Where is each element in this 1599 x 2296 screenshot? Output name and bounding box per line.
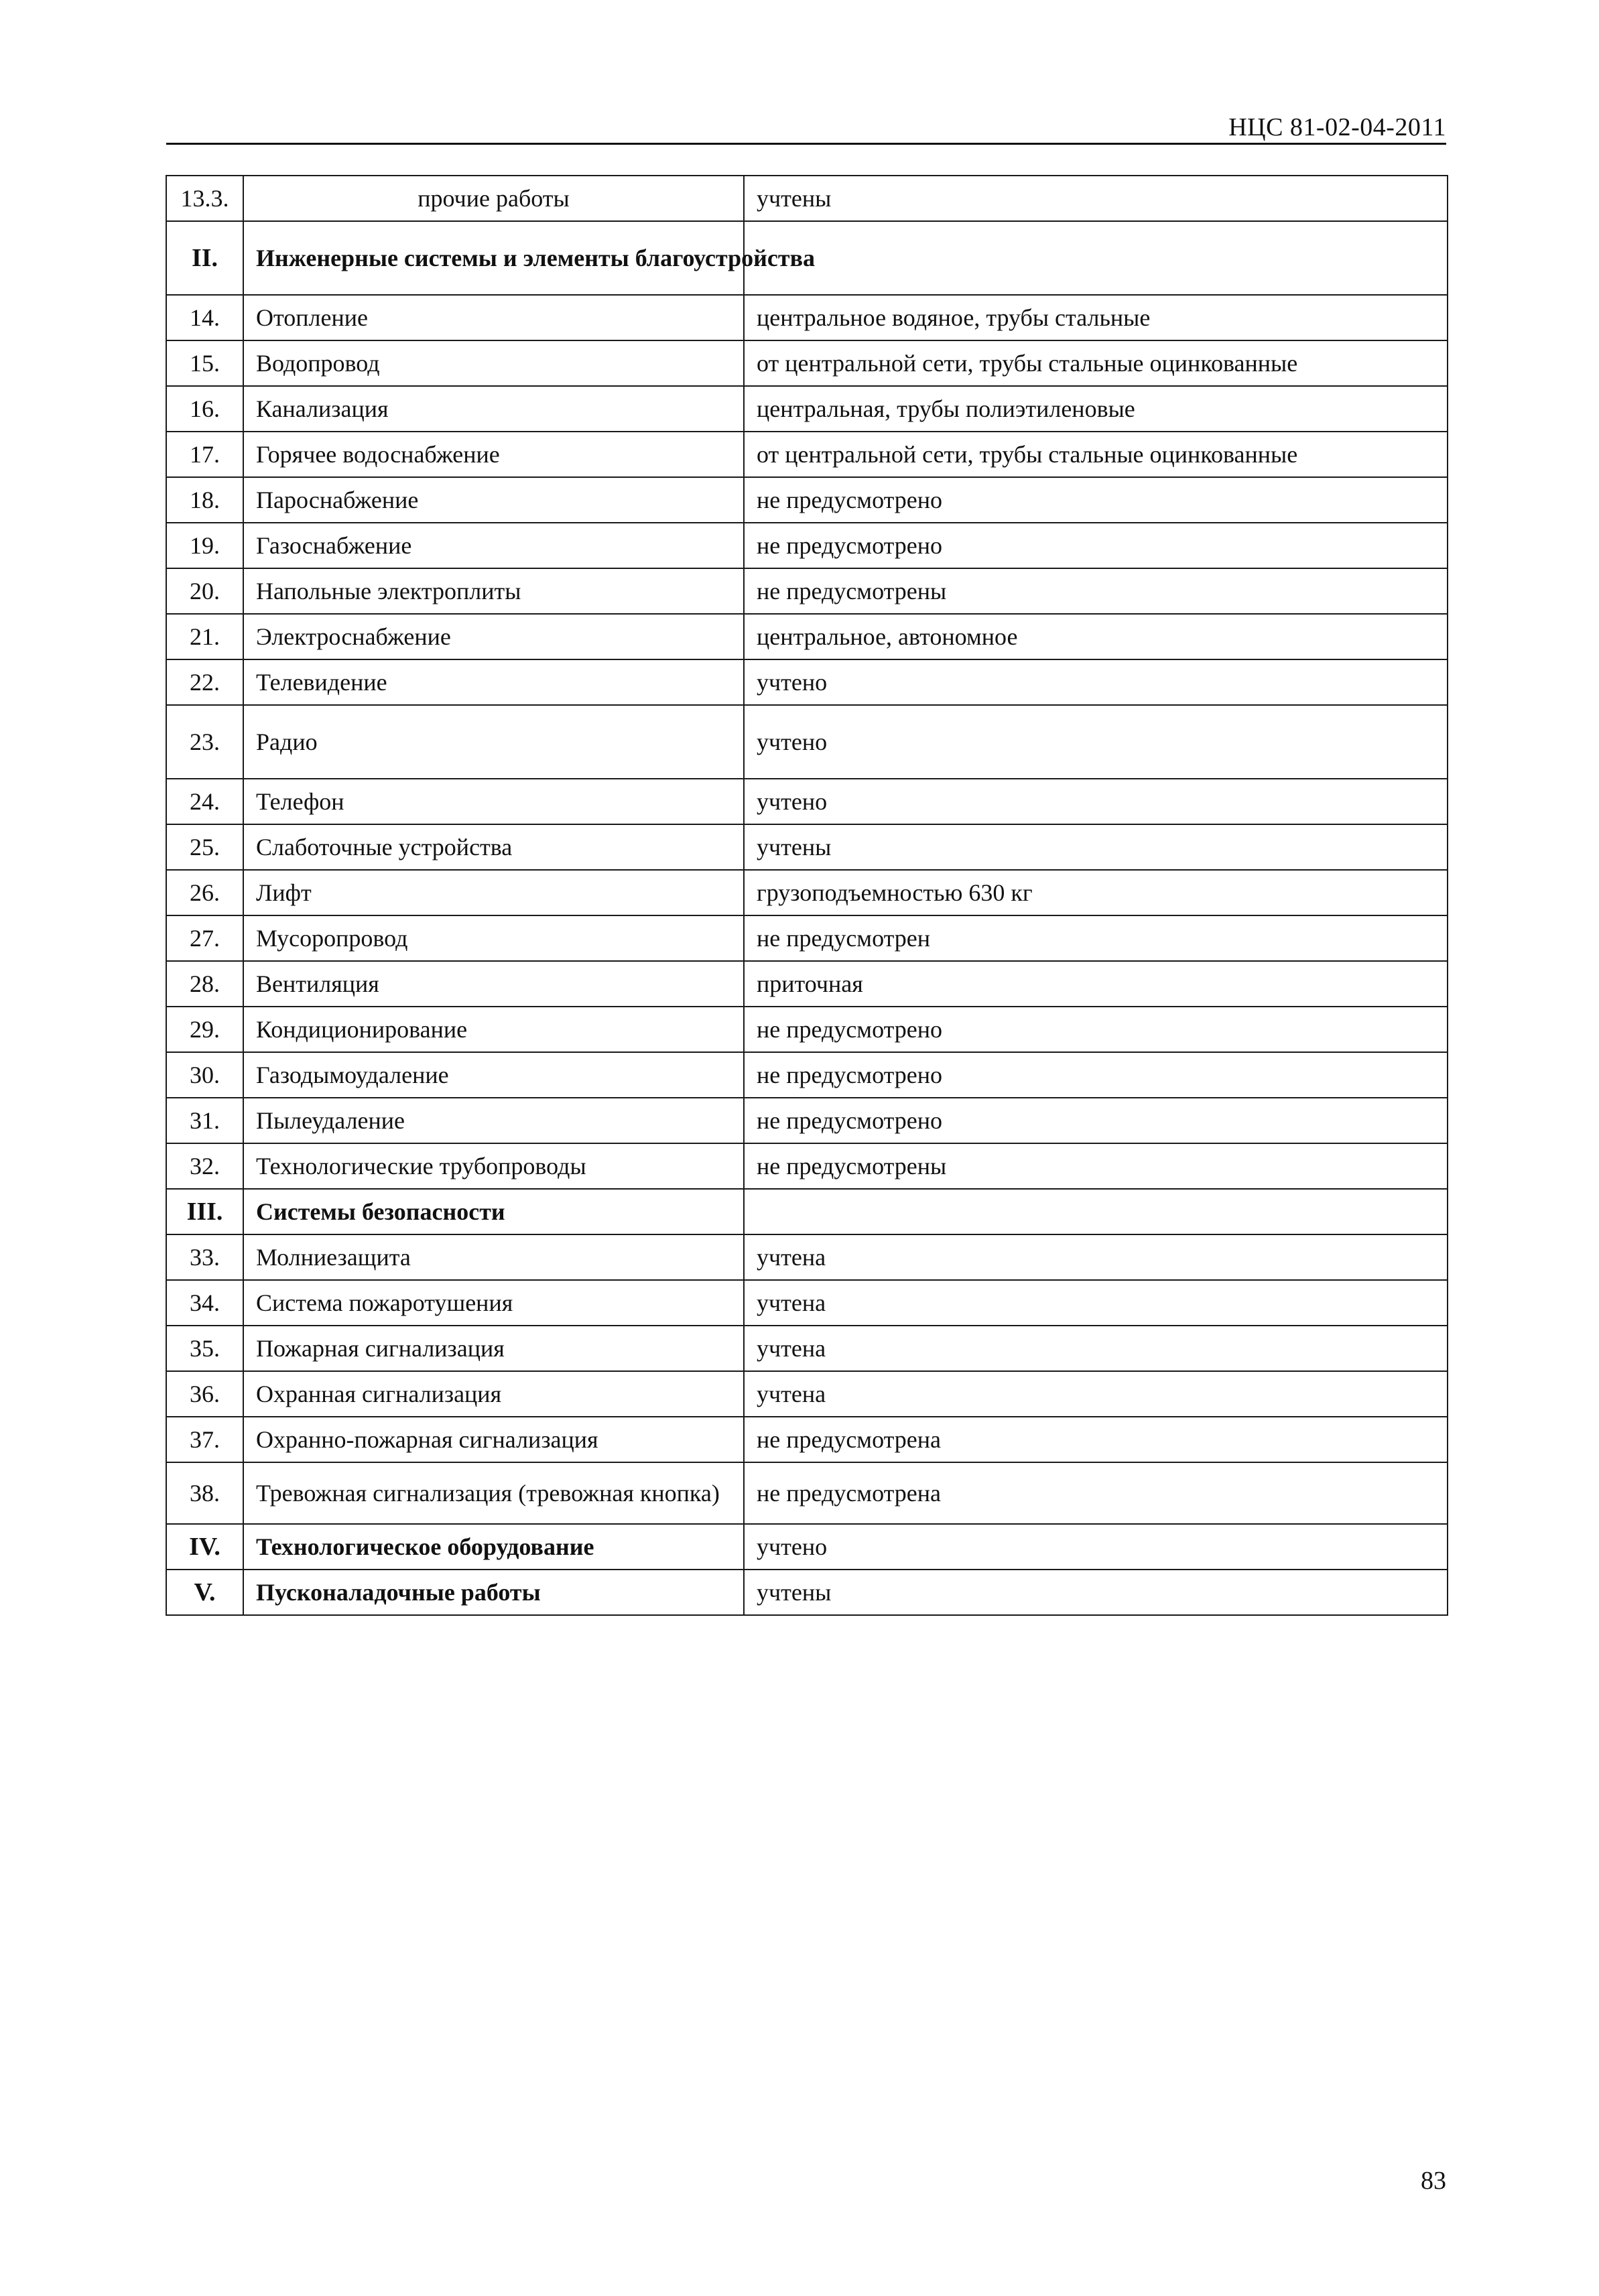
table-row — [166, 432, 1448, 477]
table-row — [166, 1371, 1448, 1417]
section-title: Технологическое оборудование — [243, 1524, 744, 1570]
row-name: Напольные электроплиты — [243, 568, 744, 614]
row-name: Газодымоудаление — [243, 1052, 744, 1098]
table-row — [166, 568, 1448, 614]
row-value: не предусмотрено — [744, 477, 1448, 523]
row-number: 30. — [166, 1052, 243, 1098]
row-name: Мусоропровод — [243, 915, 744, 961]
row-number: 28. — [166, 961, 243, 1007]
row-name: Горячее водоснабжение — [243, 432, 744, 477]
row-number: 25. — [166, 824, 243, 870]
row-value: центральная, трубы полиэтиленовые — [744, 386, 1448, 432]
row-name: Отопление — [243, 295, 744, 340]
section-number: V. — [166, 1570, 243, 1615]
row-name: Телевидение — [243, 659, 744, 705]
table-row — [166, 1143, 1448, 1189]
row-name: Водопровод — [243, 340, 744, 386]
table-row — [166, 176, 1448, 221]
row-number: 26. — [166, 870, 243, 915]
row-number: 35. — [166, 1326, 243, 1371]
row-value: учтено — [744, 705, 1448, 779]
row-value: учтено — [744, 659, 1448, 705]
row-value: учтены — [744, 1570, 1448, 1615]
row-value: не предусмотрено — [744, 1052, 1448, 1098]
row-value: учтены — [744, 824, 1448, 870]
row-name: Пароснабжение — [243, 477, 744, 523]
table-row — [166, 870, 1448, 915]
row-name: Электроснабжение — [243, 614, 744, 659]
row-value: не предусмотрена — [744, 1462, 1448, 1524]
row-name: Вентиляция — [243, 961, 744, 1007]
row-value: не предусмотрено — [744, 523, 1448, 568]
row-name: Охранно-пожарная сигнализация — [243, 1417, 744, 1462]
row-number: 16. — [166, 386, 243, 432]
row-value — [744, 1189, 1448, 1234]
table-row — [166, 1098, 1448, 1143]
row-number: 29. — [166, 1007, 243, 1052]
section-row — [166, 1524, 1448, 1570]
row-value: учтены — [744, 176, 1448, 221]
row-value: учтена — [744, 1280, 1448, 1326]
row-number: 32. — [166, 1143, 243, 1189]
row-name: Пожарная сигнализация — [243, 1326, 744, 1371]
row-value: не предусмотрено — [744, 1007, 1448, 1052]
row-value: центральное водяное, трубы стальные — [744, 295, 1448, 340]
page-number: 83 — [1421, 2167, 1446, 2195]
row-number: 14. — [166, 295, 243, 340]
table-row — [166, 477, 1448, 523]
row-number: 20. — [166, 568, 243, 614]
row-value: от центральной сети, трубы стальные оцинкованные — [744, 432, 1448, 477]
section-row — [166, 1570, 1448, 1615]
row-number: 18. — [166, 477, 243, 523]
section-title: Инженерные системы и элементы благоустройства — [243, 221, 744, 295]
row-number: 24. — [166, 779, 243, 824]
section-number: II. — [166, 221, 243, 295]
table-row — [166, 1007, 1448, 1052]
table-row — [166, 1326, 1448, 1371]
row-value: не предусмотрен — [744, 915, 1448, 961]
row-number: 17. — [166, 432, 243, 477]
specification-table — [166, 175, 1448, 1616]
table-row — [166, 915, 1448, 961]
row-value: грузоподъемностью 630 кг — [744, 870, 1448, 915]
row-value: не предусмотрено — [744, 1098, 1448, 1143]
row-value: учтена — [744, 1326, 1448, 1371]
row-number: 34. — [166, 1280, 243, 1326]
row-number: 38. — [166, 1462, 243, 1524]
table-row — [166, 1417, 1448, 1462]
table-row — [166, 1052, 1448, 1098]
row-name: Пылеудаление — [243, 1098, 744, 1143]
row-name: Радио — [243, 705, 744, 779]
table-row — [166, 1234, 1448, 1280]
row-name: Канализация — [243, 386, 744, 432]
row-value: учтена — [744, 1371, 1448, 1417]
row-name: Кондиционирование — [243, 1007, 744, 1052]
section-row — [166, 221, 1448, 295]
section-number: III. — [166, 1189, 243, 1234]
row-value: не предусмотрены — [744, 568, 1448, 614]
row-number: 22. — [166, 659, 243, 705]
table-row — [166, 295, 1448, 340]
table-row — [166, 523, 1448, 568]
row-number: 23. — [166, 705, 243, 779]
row-number: 19. — [166, 523, 243, 568]
row-number: 33. — [166, 1234, 243, 1280]
row-name: Телефон — [243, 779, 744, 824]
row-value — [744, 221, 1448, 295]
table-row — [166, 1280, 1448, 1326]
row-value: от центральной сети, трубы стальные оцинкованные — [744, 340, 1448, 386]
row-name: Молниезащита — [243, 1234, 744, 1280]
row-name: Тревожная сигнализация (тревожная кнопка) — [243, 1462, 744, 1524]
row-number: 31. — [166, 1098, 243, 1143]
table-row — [166, 614, 1448, 659]
row-value: учтено — [744, 1524, 1448, 1570]
row-number: 13.3. — [166, 176, 243, 221]
row-number: 15. — [166, 340, 243, 386]
table-row — [166, 1462, 1448, 1524]
section-number: IV. — [166, 1524, 243, 1570]
section-row — [166, 1189, 1448, 1234]
header-rule — [166, 143, 1446, 145]
table-row — [166, 779, 1448, 824]
row-name: Технологические трубопроводы — [243, 1143, 744, 1189]
row-number: 36. — [166, 1371, 243, 1417]
table-row — [166, 705, 1448, 779]
table-row — [166, 340, 1448, 386]
row-value: не предусмотрены — [744, 1143, 1448, 1189]
row-name: Слаботочные устройства — [243, 824, 744, 870]
row-number: 27. — [166, 915, 243, 961]
row-name: прочие работы — [243, 176, 744, 221]
document-code: НЦС 81-02-04-2011 — [1228, 113, 1446, 141]
section-title: Пусконаладочные работы — [243, 1570, 744, 1615]
row-number: 21. — [166, 614, 243, 659]
row-value: центральное, автономное — [744, 614, 1448, 659]
row-value: не предусмотрена — [744, 1417, 1448, 1462]
table-row — [166, 824, 1448, 870]
row-name: Система пожаротушения — [243, 1280, 744, 1326]
table-row — [166, 961, 1448, 1007]
row-name: Газоснабжение — [243, 523, 744, 568]
row-value: приточная — [744, 961, 1448, 1007]
row-value: учтено — [744, 779, 1448, 824]
row-number: 37. — [166, 1417, 243, 1462]
row-name: Лифт — [243, 870, 744, 915]
row-value: учтена — [744, 1234, 1448, 1280]
row-name: Охранная сигнализация — [243, 1371, 744, 1417]
table-row — [166, 659, 1448, 705]
table-row — [166, 386, 1448, 432]
section-title: Системы безопасности — [243, 1189, 744, 1234]
